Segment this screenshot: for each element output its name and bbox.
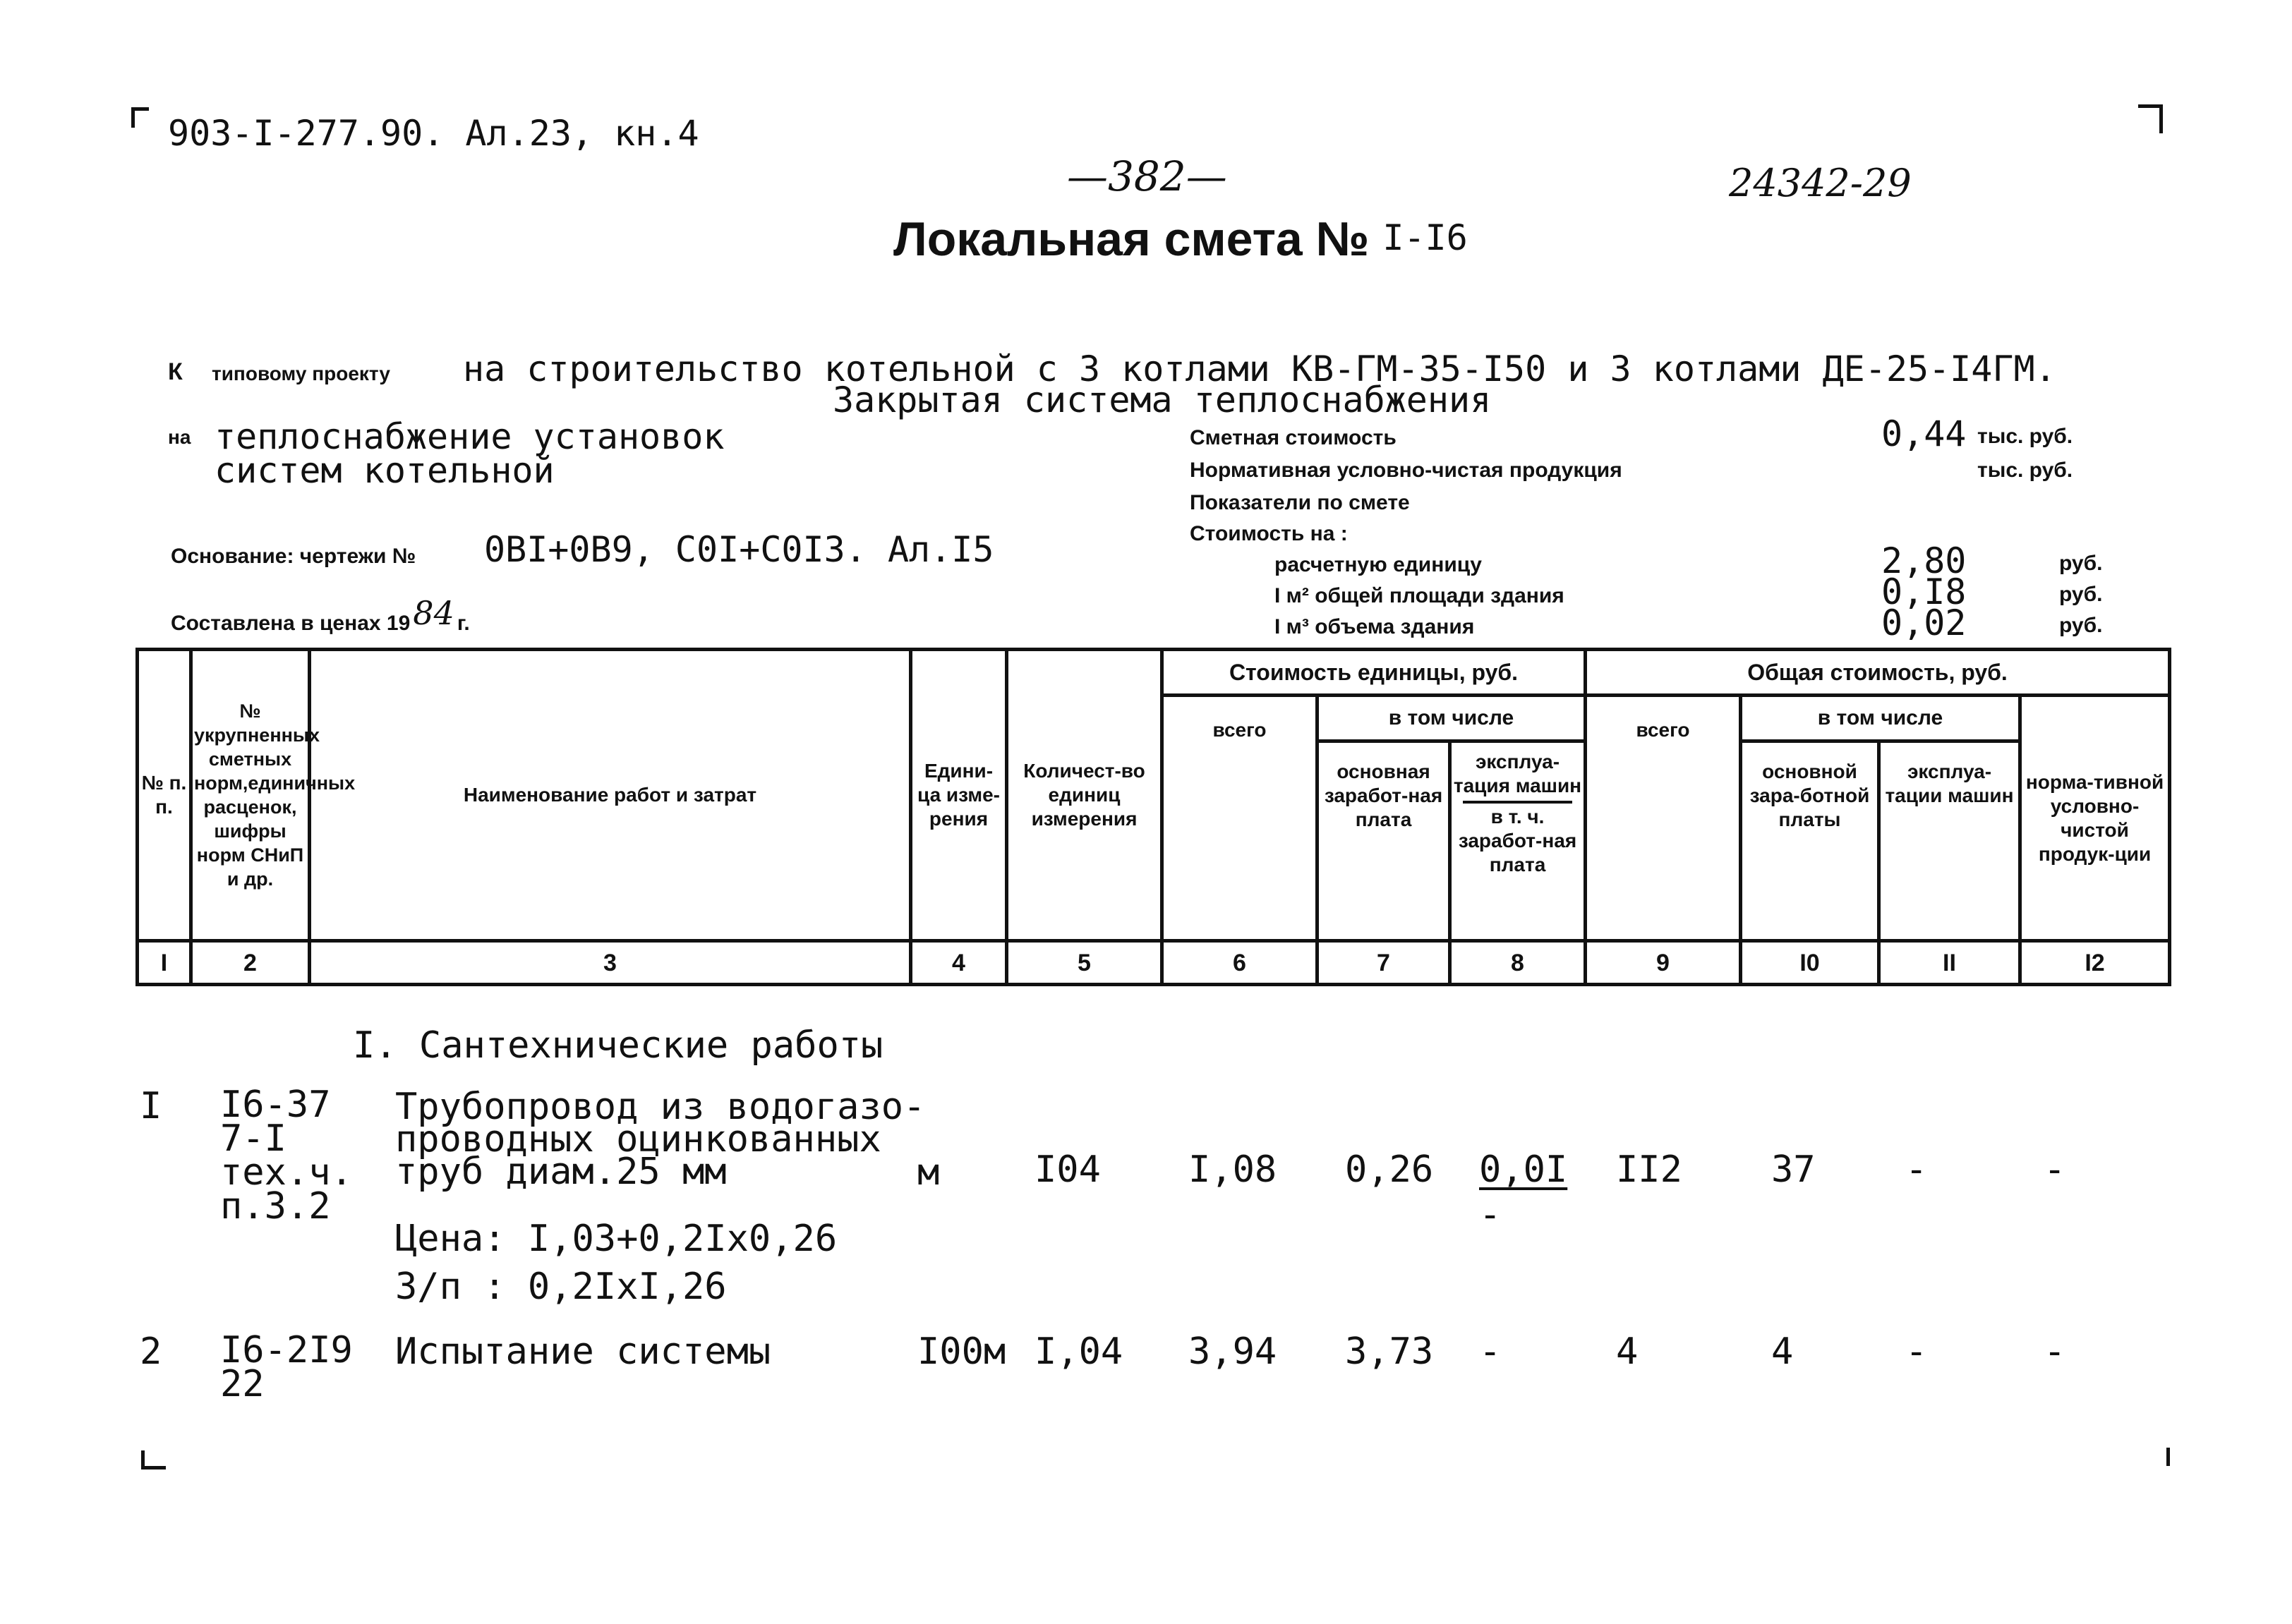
project-line-1: на строительство котельной с 3 котлами КВ-ГМ-35-I50 и 3 котлами ДЕ-25-I4ГМ. (463, 349, 2056, 389)
cost-value: 0,44 (1881, 413, 1967, 454)
row-1-wage-note: З/п : 0,2IxI,26 (395, 1266, 727, 1308)
per-volume-value: 0,02 (1881, 602, 1967, 643)
column-number: 5 (1007, 941, 1162, 985)
basis-value: 0BI+0B9, C0I+C0I3. Ал.I5 (484, 529, 994, 570)
row-1-unit-total: I,08 (1188, 1149, 1277, 1191)
estimate-table-header (135, 648, 2171, 986)
header-unit-machines-wage: в т. ч. заработ-ная плата (1458, 805, 1577, 875)
header-qty: Количест-во единиц измерения (1007, 650, 1162, 941)
header-unit-incl: в том числе (1317, 695, 1586, 741)
prices-line (171, 594, 470, 638)
column-number: 6 (1162, 941, 1317, 985)
row-1-unit-wage: 0,26 (1345, 1149, 1434, 1191)
column-number: 3 (310, 941, 911, 985)
column-number: I2 (2020, 941, 2170, 985)
header-name: Наименование работ и затрат (310, 650, 911, 941)
k-label: К (168, 358, 183, 385)
header-unit: Едини-ца изме-рения (911, 650, 1007, 941)
row-2-unit-wage: 3,73 (1345, 1331, 1434, 1373)
row-2-qty: I,04 (1035, 1331, 1123, 1373)
per-area-unit: руб. (2059, 583, 2103, 606)
header-total-machines: эксплуа-тации машин (1879, 741, 2020, 941)
prices-year: 84 (413, 594, 454, 632)
purpose-line-2: систем котельной (215, 450, 555, 491)
column-number: I0 (1741, 941, 1879, 985)
corner-mark-bottom-right (2166, 1448, 2170, 1466)
per-area-value: 0,I8 (1881, 571, 1967, 612)
row-1-name-line: Трубопровод из водогазо- (395, 1086, 926, 1128)
column-number: I (138, 941, 191, 985)
header-total-all: всего (1586, 695, 1741, 940)
header-num: № п. п. (138, 650, 191, 941)
row-1-total-wage: 37 (1771, 1149, 1816, 1191)
title-text: Локальная смета № (893, 212, 1370, 266)
per-unit-unit: руб. (2059, 552, 2103, 575)
section-title: I. Сантехнические работы (353, 1024, 883, 1067)
cost-unit: тыс. руб. (1977, 425, 2073, 448)
row-2-norm-product: - (2044, 1331, 2066, 1373)
row-2-unit: I00м (917, 1331, 1006, 1373)
header-unit-cost: Стоимость единицы, руб. (1162, 650, 1586, 696)
row-1-unit-machines-wage: - (1479, 1194, 1502, 1236)
corner-mark-bottom-left (141, 1450, 166, 1470)
row-2-total: 4 (1616, 1331, 1639, 1373)
cost-per-label: Стоимость на : (1190, 522, 1348, 545)
title-number: I-I6 (1382, 217, 1468, 258)
column-number: 4 (911, 941, 1007, 985)
header-fraction-line (1463, 801, 1572, 804)
row-1-num: I (140, 1085, 162, 1127)
corner-mark-top-right (2138, 104, 2163, 133)
purpose-line-1: теплоснабжение установок (215, 416, 725, 457)
row-1-code-line: тех.ч. (220, 1151, 353, 1194)
row-1-name-line: труб диам.25 мм (395, 1151, 727, 1193)
header-unit-machines (1450, 741, 1586, 941)
prices-label: Составлена в ценах 19 (171, 612, 411, 635)
archive-number: 24342-29 (1729, 161, 1912, 205)
project-line-2: Закрытая система теплоснабжения (833, 380, 1492, 420)
norm-label: Нормативная условно-чистая продукция (1190, 459, 1622, 482)
row-2-code-line: I6-2I9 (220, 1329, 353, 1371)
per-unit-value: 2,80 (1881, 540, 1967, 581)
row-1-code-line: 7-I (220, 1117, 286, 1160)
row-2-unit-total: 3,94 (1188, 1331, 1277, 1373)
na-label: на (168, 426, 191, 448)
row-2-unit-machines: - (1479, 1331, 1502, 1373)
row-1-norm-product: - (2044, 1149, 2066, 1191)
row-1-unit-machines: 0,0I (1479, 1149, 1568, 1191)
header-total-incl: в том числе (1741, 695, 2020, 741)
header-unit-wage: основная заработ-ная плата (1317, 741, 1450, 941)
typical-project-label: типовому проекту (212, 363, 390, 384)
basis-label: Основание: чертежи № (171, 545, 416, 568)
row-2-code (220, 1329, 353, 1405)
indicators-label: Показатели по смете (1190, 491, 1410, 514)
column-number: 2 (191, 941, 310, 985)
page-title (893, 212, 1468, 267)
row-1-total: II2 (1616, 1149, 1682, 1191)
column-number: 9 (1586, 941, 1741, 985)
norm-unit: тыс. руб. (1977, 459, 2073, 482)
row-1-name-line: проводных оцинкованных (395, 1118, 881, 1161)
per-volume-label: I м³ объема здания (1274, 615, 1475, 638)
row-2-total-machines: - (1905, 1331, 1928, 1373)
cost-label: Сметная стоимость (1190, 426, 1397, 449)
document-code: 903-I-277.90. Ал.23, кн.4 (168, 113, 699, 154)
header-total-cost: Общая стоимость, руб. (1586, 650, 2170, 696)
row-1-code-line: п.3.2 (220, 1185, 331, 1228)
per-volume-unit: руб. (2059, 614, 2103, 637)
row-1-unit: м (917, 1151, 940, 1194)
header-unit-total: всего (1162, 695, 1317, 940)
page-number: —382— (1067, 152, 1227, 200)
column-number: 7 (1317, 941, 1450, 985)
header-code: № укрупненных сметных норм,единичных расценок, шифры норм СНиП и др. (191, 650, 310, 941)
row-1-price-note: Цена: I,03+0,2Ix0,26 (395, 1218, 838, 1260)
row-2-total-wage: 4 (1771, 1331, 1794, 1373)
row-1-name (395, 1086, 926, 1193)
row-2-num: 2 (140, 1331, 162, 1373)
corner-mark-top-left (131, 107, 149, 128)
row-2-code-line: 22 (220, 1363, 265, 1405)
row-1-code (220, 1084, 353, 1228)
row-1-total-machines: - (1905, 1149, 1928, 1191)
prices-suffix: г. (457, 612, 470, 635)
row-1-qty: I04 (1035, 1149, 1101, 1191)
per-unit-label: расчетную единицу (1274, 553, 1482, 576)
header-norm-product: норма-тивной условно-чистой продук-ции (2020, 695, 2170, 940)
header-total-wage: основной зара-ботной платы (1741, 741, 1879, 941)
per-area-label: I м² общей площади здания (1274, 584, 1564, 607)
column-number: 8 (1450, 941, 1586, 985)
row-2-name: Испытание системы (395, 1331, 771, 1373)
column-number: II (1879, 941, 2020, 985)
row-1-code-line: I6-37 (220, 1084, 331, 1126)
header-unit-machines-label: эксплуа-тация машин (1453, 750, 1582, 796)
